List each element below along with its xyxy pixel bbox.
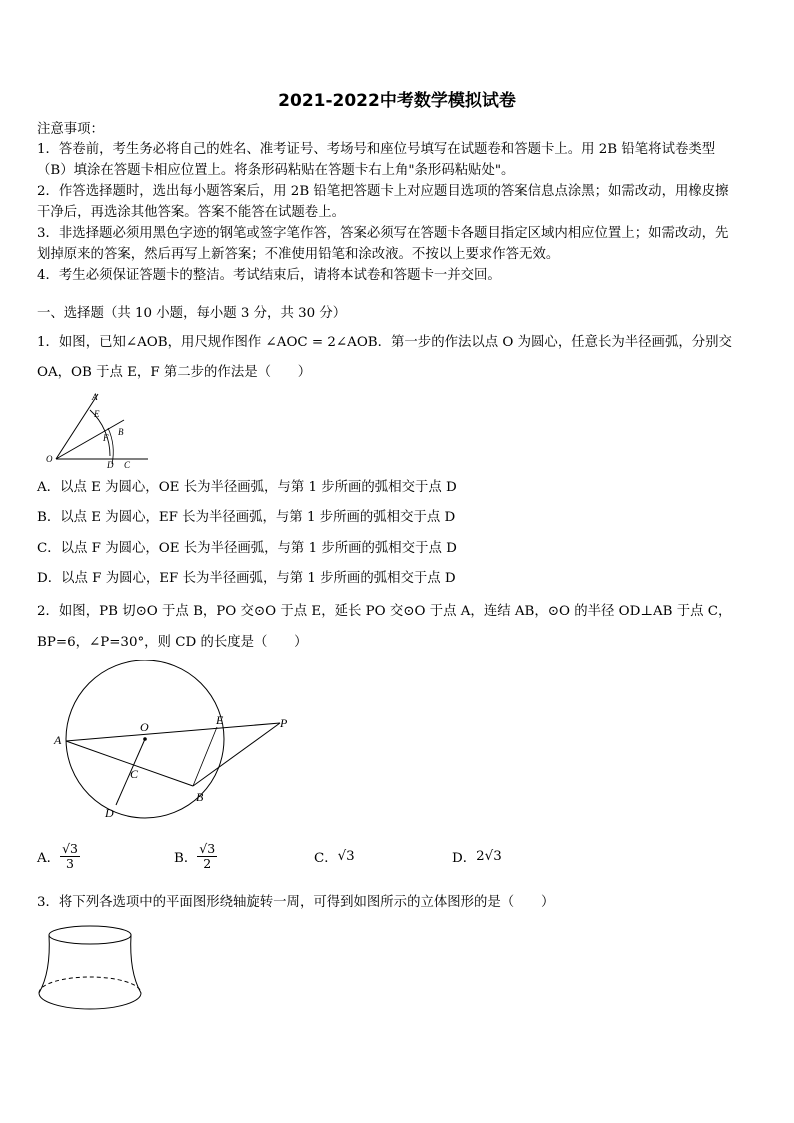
- q1-label-e: E: [94, 409, 100, 419]
- q1-label-b: B: [118, 427, 124, 437]
- q2-label-p: P: [280, 716, 288, 730]
- q2-option-d: [452, 838, 502, 874]
- q2-option-b-fraction: [197, 842, 217, 871]
- q2-option-d-prefix: D．: [452, 850, 477, 866]
- notice-line: 干净后，再选涂其他答案。答案不能答在试题卷上。: [37, 205, 345, 220]
- q2-option-a-denominator: 3: [66, 855, 74, 871]
- q1-option-b: B．以点 E 为圆心，EF 长为半径画弧，与第 1 步所画的弧相交于点 D: [37, 510, 456, 525]
- q2-option-a-numerator: √3: [62, 840, 78, 856]
- q2-option-b-numerator: √3: [199, 840, 216, 856]
- q3-solid-figure: [35, 922, 145, 1014]
- q1-figure: [40, 388, 150, 472]
- q2-label-b: B: [196, 790, 204, 804]
- q2-label-d: D: [105, 806, 114, 820]
- q2-stem-line2: BP=6，∠P=30°，则 CD 的长度是（ ）: [37, 635, 308, 650]
- q1-label-c: C: [124, 460, 131, 470]
- q2-option-a: [37, 838, 80, 874]
- q2-stem-line1: 2．如图，PB 切⊙O 于点 B，PO 交⊙O 于点 E，延长 PO 交⊙O 于点 A，连结 AB，⊙O 的半径 OD⊥AB 于点 C，: [37, 604, 732, 619]
- q2-option-b: [174, 838, 217, 874]
- q1-label-f: F: [103, 433, 109, 443]
- notice-line: 2．作答选择题时，选出每小题答案后，用 2B 铅笔把答题卡上对应题目选项的答案信息点涂黑；如需改动，用橡皮擦: [37, 184, 729, 199]
- q1-label-d: D: [107, 460, 114, 470]
- q2-label-a: A: [54, 733, 62, 747]
- page-title: 2021-2022中考数学模拟试卷: [278, 91, 516, 111]
- notice-heading: 注意事项：: [37, 122, 104, 137]
- q2-option-a-fraction: [60, 842, 80, 871]
- section-heading: 一、选择题（共 10 小题，每小题 3 分，共 30 分）: [37, 306, 347, 321]
- q1-option-d: D．以点 F 为圆心，EF 长为半径画弧，与第 1 步所画的弧相交于点 D: [37, 571, 456, 586]
- q1-label-o: O: [46, 454, 53, 464]
- notice-line: 划掉原来的答案，然后再写上新答案；不准使用铅笔和涂改液。不按以上要求作答无效。: [37, 247, 560, 262]
- q2-label-c: C: [130, 767, 139, 781]
- q2-label-o: O: [140, 720, 149, 734]
- q2-option-a-prefix: A．: [37, 850, 61, 866]
- q2-option-c-prefix: C．: [314, 850, 338, 866]
- notice-line: （B）填涂在答题卡相应位置上。将条形码粘贴在答题卡右上角"条形码粘贴处"。: [37, 163, 515, 178]
- q2-option-c: [314, 838, 355, 874]
- notice-line: 4．考生必须保证答题卡的整洁。考试结束后，请将本试卷和答题卡一并交回。: [37, 268, 501, 283]
- q2-label-e: E: [216, 713, 224, 727]
- q2-option-d-value: 2√3: [476, 848, 502, 864]
- q2-figure: [50, 660, 300, 825]
- q2-option-c-value: √3: [337, 848, 355, 864]
- q2-option-b-prefix: B．: [174, 850, 198, 866]
- q1-stem-line1: 1．如图，已知∠AOB，用尺规作图作 ∠AOC = 2∠AOB．第一步的作法以点 O 为圆心，任意长为半径画弧，分别交: [37, 335, 732, 350]
- q3-stem-line1: 3．将下列各选项中的平面图形绕轴旋转一周，可得到如图所示的立体图形的是（ ）: [37, 895, 555, 910]
- q2-option-b-denominator: 2: [203, 855, 212, 871]
- q1-option-c: C．以点 F 为圆心，OE 长为半径画弧，与第 1 步所画的弧相交于点 D: [37, 541, 457, 556]
- q1-label-a: A: [92, 392, 98, 402]
- q1-option-a: A．以点 E 为圆心，OE 长为半径画弧，与第 1 步所画的弧相交于点 D: [37, 480, 457, 495]
- q1-stem-line2: OA，OB 于点 E，F 第二步的作法是（ ）: [37, 365, 312, 380]
- notice-line: 1．答卷前，考生务必将自己的姓名、准考证号、考场号和座位号填写在试题卷和答题卡上。用 2B 铅笔将试卷类型: [37, 142, 716, 157]
- notice-line: 3．非选择题必须用黑色字迹的钢笔或签字笔作答，答案必须写在答题卡各题目指定区域内相应位置上；如需改动，先: [37, 226, 729, 241]
